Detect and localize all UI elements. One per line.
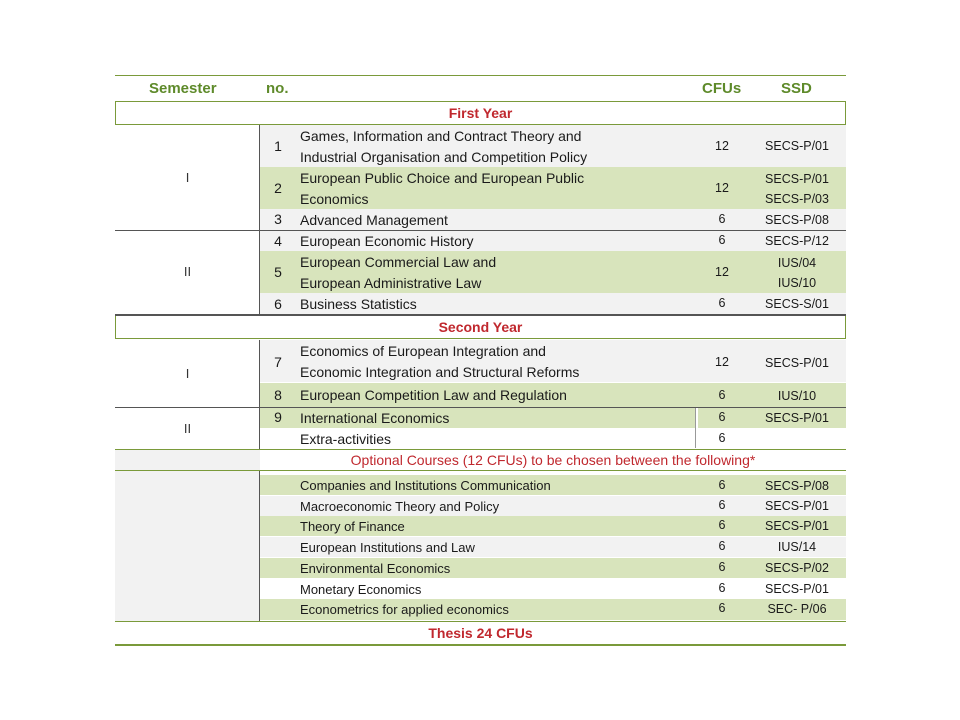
optional-course-ssd: SECS-P/01	[765, 519, 829, 533]
semester-divider	[115, 407, 846, 408]
course-cfu: 6	[718, 233, 726, 247]
course-cfu: 6	[718, 410, 726, 424]
optional-course-name: Companies and Institutions Communication	[300, 478, 551, 493]
left-filler	[115, 471, 259, 621]
optional-course-ssd: IUS/14	[777, 540, 817, 554]
course-cfu: 6	[718, 388, 726, 402]
course-number: 1	[274, 138, 282, 154]
course-number: 2	[274, 180, 282, 196]
semester-label: II	[183, 264, 192, 279]
optional-course-ssd: SECS-P/01	[765, 499, 829, 513]
semester-label: II	[183, 421, 192, 436]
optional-course-ssd: SEC- P/06	[767, 602, 827, 616]
course-number: 3	[274, 211, 282, 227]
optional-course-cfu: 6	[718, 478, 726, 492]
optional-course-name: Macroeconomic Theory and Policy	[300, 499, 500, 514]
optional-course-cfu: 6	[718, 601, 726, 615]
course-cfu: 12	[715, 139, 729, 153]
course-name: European Economic History	[300, 233, 474, 249]
course-cfu: 12	[715, 265, 729, 279]
course-number: 7	[274, 354, 282, 370]
optional-course-cfu: 6	[718, 539, 726, 553]
optional-course-cfu: 6	[718, 498, 726, 512]
header-cfus: CFUs	[702, 80, 742, 97]
first-year-title: First Year	[115, 101, 846, 125]
optional-course-name: Econometrics for applied economics	[300, 602, 509, 617]
course-name: Extra-activities	[300, 431, 392, 447]
course-cfu: 12	[715, 181, 729, 195]
course-name: European Competition Law and Regulation	[300, 387, 567, 403]
course-name: European Commercial Law and European Administrative Law	[300, 254, 497, 291]
semester-label: I	[185, 170, 190, 185]
semester-label: I	[185, 366, 190, 381]
optional-course-name: Environmental Economics	[300, 561, 451, 576]
optional-course-name: Theory of Finance	[300, 519, 405, 534]
optional-course-name: Monetary Economics	[300, 582, 422, 597]
course-name: International Economics	[300, 410, 450, 426]
cell-divider	[695, 408, 696, 448]
course-ssd: SECS-P/01	[765, 411, 829, 425]
course-ssd: SECS-S/01	[765, 297, 829, 311]
course-name: Games, Information and Contract Theory and Industrial Organisation and Competition Policy	[300, 128, 588, 165]
course-number: 4	[274, 233, 282, 249]
course-cfu: 6	[718, 431, 726, 445]
column-divider	[259, 125, 260, 314]
course-number: 8	[274, 387, 282, 403]
thesis-row: Thesis 24 CFUs	[115, 621, 846, 646]
optional-course-ssd: SECS-P/01	[765, 582, 829, 596]
optional-course-ssd: SECS-P/02	[765, 561, 829, 575]
optional-course-cfu: 6	[718, 518, 726, 532]
header-no: no.	[266, 80, 289, 97]
optional-course-cfu: 6	[718, 581, 726, 595]
course-ssd: SECS-P/01 SECS-P/03	[765, 172, 829, 206]
course-number: 5	[274, 264, 282, 280]
course-cfu: 6	[718, 296, 726, 310]
course-cfu: 12	[715, 355, 729, 369]
course-ssd: IUS/10	[777, 389, 817, 403]
course-cfu: 6	[718, 212, 726, 226]
optional-course-ssd: SECS-P/08	[765, 479, 829, 493]
header-semester: Semester	[149, 80, 217, 97]
optional-course-cfu: 6	[718, 560, 726, 574]
course-name: Business Statistics	[300, 296, 417, 312]
optional-courses-title: Optional Courses (12 CFUs) to be chosen between the following*	[350, 452, 756, 468]
course-ssd: IUS/04 IUS/10	[777, 256, 817, 290]
header-ssd: SSD	[781, 80, 812, 97]
course-ssd: SECS-P/01	[765, 356, 829, 370]
optional-course-name: European Institutions and Law	[300, 540, 475, 555]
second-year-title: Second Year	[115, 316, 846, 339]
course-ssd: SECS-P/01	[765, 139, 829, 153]
course-name: Advanced Management	[300, 212, 448, 228]
course-ssd: SECS-P/08	[765, 213, 829, 227]
section-divider	[115, 449, 846, 450]
course-number: 9	[274, 409, 282, 425]
top-rule	[115, 75, 846, 76]
semester-divider	[115, 230, 846, 231]
course-number: 6	[274, 296, 282, 312]
course-ssd: SECS-P/12	[765, 234, 829, 248]
course-name: European Public Choice and European Public Economics	[300, 170, 585, 207]
course-name: Economics of European Integration and Economic Integration and Structural Reforms	[300, 343, 580, 380]
